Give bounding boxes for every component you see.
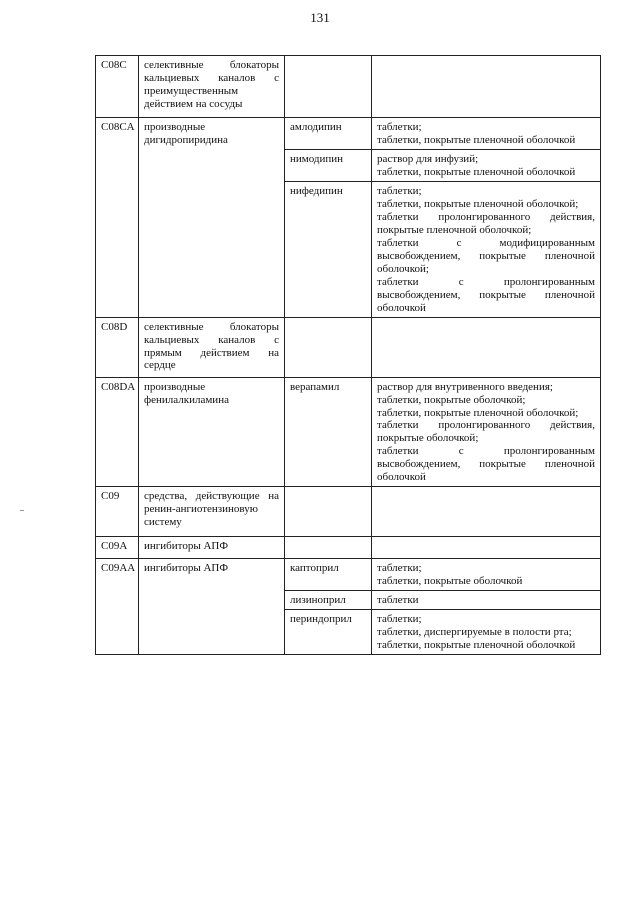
dosage-form-cell (372, 317, 601, 377)
dosage-form-line: таблетки, покрытые пленочной оболочкой (377, 165, 576, 178)
dosage-form-cell (372, 610, 601, 655)
drug-name-cell (285, 317, 372, 377)
medication-table (95, 55, 601, 655)
atc-group-cell: ингибиторы АПФ (139, 537, 285, 559)
drug-name-cell: лизиноприл (285, 591, 372, 610)
atc-group-cell: средства, действующие на ренин-ангиотензиновую систему (139, 487, 285, 537)
table-row (96, 487, 601, 537)
dosage-form-line: таблетки; (377, 184, 422, 197)
dosage-form-line: раствор для инфузий; (377, 152, 479, 165)
dosage-form-cell (372, 181, 601, 317)
dosage-form-cell (372, 118, 601, 150)
table-row (96, 537, 601, 559)
dosage-form-cell (372, 591, 601, 610)
dosage-form-line: таблетки (377, 594, 419, 607)
drug-name-cell: нимодипин (285, 149, 372, 181)
dosage-form-line: таблетки, покрытые пленочной оболочкой; (377, 406, 579, 419)
dosage-form-cell (372, 559, 601, 591)
atc-code-cell: C08C (96, 56, 139, 118)
dosage-form-cell (372, 487, 601, 537)
dosage-form-cell (372, 377, 601, 487)
drug-name-cell (285, 537, 372, 559)
dosage-form-line: таблетки, покрытые пленочной оболочкой (377, 639, 576, 652)
dosage-form-line: таблетки с пролонгированным высвобождением, покрытые пленочной оболочкой (377, 275, 595, 314)
atc-group-cell: селективные блокаторы кальциевых каналов с преимущественным действием на сосуды (139, 56, 285, 118)
drug-name-cell (285, 56, 372, 118)
dosage-form-line: таблетки пролонгированного действия, покрытые оболочкой; (377, 419, 595, 445)
table-row (96, 377, 601, 487)
atc-group-cell: производные дигидропиридина (139, 118, 285, 318)
table-row (96, 559, 601, 591)
drug-name-cell: амлодипин (285, 118, 372, 150)
atc-group-cell: ингибиторы АПФ (139, 559, 285, 655)
drug-name-cell: каптоприл (285, 559, 372, 591)
atc-code-cell: C08DA (96, 377, 139, 487)
dosage-form-line: таблетки, покрытые оболочкой; (377, 393, 526, 406)
dosage-form-line: таблетки, покрытые оболочкой (377, 575, 523, 588)
dosage-form-line: таблетки пролонгированного действия, покрытые пленочной оболочкой; (377, 210, 595, 236)
table-row (96, 317, 601, 377)
atc-group-cell: селективные блокаторы кальциевых каналов с прямым действием на сердце (139, 317, 285, 377)
dosage-form-line: таблетки; (377, 613, 422, 626)
dosage-form-line: таблетки с модифицированным высвобождением, покрытые пленочной оболочкой; (377, 236, 595, 275)
dosage-form-cell (372, 56, 601, 118)
atc-code-cell: C08D (96, 317, 139, 377)
drug-name-cell (285, 487, 372, 537)
drug-name-cell: верапамил (285, 377, 372, 487)
drug-name-cell: периндоприл (285, 610, 372, 655)
dosage-form-cell (372, 537, 601, 559)
dosage-form-line: таблетки; (377, 121, 422, 133)
page-number: 131 (310, 10, 330, 25)
dosage-form-line: таблетки, покрытые пленочной оболочкой (377, 133, 576, 146)
table-row (96, 118, 601, 150)
scan-mark (20, 510, 24, 511)
dosage-form-line: раствор для внутривенного введения; (377, 380, 553, 393)
dosage-form-line: таблетки, покрытые пленочной оболочкой; (377, 197, 579, 210)
atc-code-cell: C09AA (96, 559, 139, 655)
atc-code-cell: C09 (96, 487, 139, 537)
atc-code-cell: C09A (96, 537, 139, 559)
atc-group-cell: производные фенилалкиламина (139, 377, 285, 487)
drug-name-cell: нифедипин (285, 181, 372, 317)
atc-code-cell: C08CA (96, 118, 139, 318)
dosage-form-line: таблетки, диспергируемые в полости рта; (377, 626, 572, 639)
dosage-form-cell (372, 149, 601, 181)
dosage-form-line: таблетки с пролонгированным высвобождением, покрытые пленочной оболочкой (377, 445, 595, 484)
table-body (96, 56, 601, 655)
dosage-form-line: таблетки; (377, 562, 422, 575)
table-row (96, 56, 601, 118)
